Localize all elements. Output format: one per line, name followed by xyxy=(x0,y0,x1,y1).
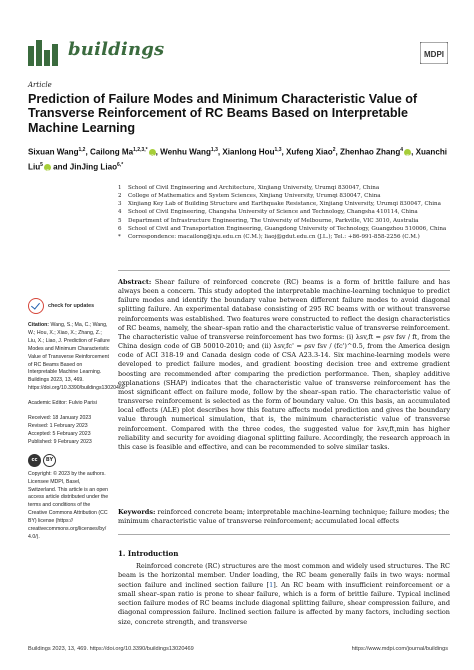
affiliation-text: Correspondence: macailong@xju.edu.cn (C.M.); liaoj@gdut.edu.cn (J.L.); Tel.: +86-991-858-2256 (C.M.) xyxy=(128,233,420,240)
intro-text-1: Reinforced concrete (RC) structures are the most common and widely used structures. The RC beam is the horizontal member. Under loading, the RC beam generally fails in two ways: normal section failure and inclined section failure [ xyxy=(118,562,450,589)
abstract-text: Shear failure of reinforced concrete (RC) beams is a form of brittle failure and has always been a concern. This study adopted the interpretable machine-learning technique to predict failure modes and identify the boundary value between different failure modes to avoid diagonal splitting failure. An experimental database consisting of 295 RC beams with or without transverse reinforcements was established. Two features were constructed to reflect the design characteristics of RC beams, namely, the shear–span ratio and the characteristic value of transverse reinforcement. The characteristic value of transverse reinforcement has two forms: (i) λsv,ft = ρsv fsv / ft, from the China design code of GB 50010-2010; and (ii) λsv,fc' = ρsv fsv / (fc')^0.5, from the America design code of ACI 318-19 and Canada design code of CSA A23.3-14. Six machine-learning models were developed to predict failure modes, and gradient boosting decision tree and extreme gradient boosting are recommended after comparing the prediction performance. Then, shapley additive explanations (SHAP) indicates that the characteristic value of transverse reinforcement has the most significant effect on failure mode, follow by the shear–span ratio. The characteristic value of transverse reinforcement is selected as the form of boundary value. On this basis, an accumulated local effects (ALE) plot describes how this feature affects model prediction and gives the boundary value through numerical simulation, that is, the minimum characteristic value of transverse reinforcement. Compared with the three codes, the suggested value for λsv,ft,min has higher reliability and security for avoiding diagonal splitting failure. Accordingly, the research approach in this case is feasible and effective, and can be recommended to solve similar tasks. xyxy=(118,278,450,451)
affiliation-number: 4 xyxy=(118,209,122,216)
author-name[interactable]: Zhenhao Zhang xyxy=(340,147,401,157)
buildings-logo-icon xyxy=(28,38,64,68)
journal-name[interactable]: buildings xyxy=(68,39,165,60)
article-type: Article xyxy=(28,81,52,89)
affiliation-text: Department of Infrastructure Engineering, The University of Melbourne, Parkville, VIC 3010, Australia xyxy=(128,217,419,224)
page-footer xyxy=(28,646,448,652)
author-name[interactable]: Cailong Ma xyxy=(89,147,134,157)
author-affiliation-marker: 5 xyxy=(40,162,43,169)
published-date: Published: 9 February 2023 xyxy=(28,438,92,445)
sidebar xyxy=(28,298,125,542)
keywords-text: reinforced concrete beam; interpretable machine-learning technique; failure modes; the minimum characteristic value of transverse reinforcement; accumulated local effects xyxy=(118,508,450,526)
divider xyxy=(118,270,450,271)
check-updates-icon xyxy=(28,298,44,314)
affiliation-number: 3 xyxy=(118,201,122,208)
copyright-notice: Copyright: © 2023 by the authors. Licensee MDPI, Basel, Switzerland. This article is an open access article distributed under the terms and conditions of the Creative Commons Attribution (CC BY) license (https:// creativecommons.org/licenses/by/ 4.0/). xyxy=(28,470,109,540)
revised-date: Revised: 1 February 2023 xyxy=(28,422,88,429)
orcid-icon[interactable] xyxy=(44,164,51,171)
divider xyxy=(118,534,450,535)
affiliation-item xyxy=(118,200,450,208)
author-affiliation-marker: 1,3 xyxy=(274,147,282,153)
journal-header xyxy=(28,38,448,70)
affiliation-number: 6 xyxy=(118,225,122,232)
affiliation-number: 5 xyxy=(118,217,122,224)
author-affiliation-marker: 1,3 xyxy=(210,147,218,153)
affiliation-number: 2 xyxy=(118,193,122,200)
citation-block xyxy=(28,322,125,393)
author-list: Sixuan Wang$^{1,2}$, Cailong $Ma^{1,2,3,*}iD$ , Wenhu Wang$^{1,3}$, Xianlong Hou$^{1,3}$, Xufeng Xiao$^2$, Zhenhao Zhang$^4$iD , Xuanchi Liu$^5$iD and JinJing Liao$^{6,*}$ xyxy=(28,144,448,174)
footer-url[interactable]: https://www.mdpi.com/journal/buildings xyxy=(351,646,448,652)
affiliation-item xyxy=(118,208,450,216)
affiliation-text: College of Mathematics and System Sciences, Xinjiang University, Urumqi 830047, China xyxy=(128,193,381,200)
affiliation-item xyxy=(118,192,450,200)
affiliation-number: 1 xyxy=(118,185,122,191)
affiliation-text: Xinjiang Key Lab of Building Structure and Earthquake Resistance, Xinjiang University, Urumqi 830047, China xyxy=(128,201,441,208)
orcid-icon[interactable] xyxy=(149,149,156,156)
check-updates-label: check for updates xyxy=(48,302,95,309)
affiliation-text: School of Civil and Transportation Engineering, Guangdong University of Technology, Guangzhou 510006, China xyxy=(128,225,447,232)
keywords xyxy=(118,508,450,526)
reference-link[interactable]: 1 xyxy=(269,580,274,589)
citation-label: Citation: xyxy=(28,322,50,328)
keywords-label: Keywords: xyxy=(118,508,156,516)
cc-icon: cc xyxy=(28,454,41,467)
affiliation-item xyxy=(118,184,450,192)
cc-license-badge[interactable] xyxy=(28,454,110,467)
received-date: Received: 18 January 2023 xyxy=(28,415,92,422)
author-name[interactable]: and JinJing Liao xyxy=(53,162,118,172)
author-name[interactable]: Sixuan Wang xyxy=(28,147,79,157)
author-affiliation-marker: 1,2,3,* xyxy=(133,147,148,153)
check-for-updates-button[interactable] xyxy=(28,298,110,314)
intro-paragraph xyxy=(118,562,450,627)
affiliation-item xyxy=(118,217,450,225)
affiliation-number: * xyxy=(118,233,121,240)
author-affiliation-marker: 1,2 xyxy=(78,147,86,153)
section-heading: 1. Introduction xyxy=(118,549,179,558)
affiliation-item xyxy=(118,233,450,241)
abstract-label: Abstract: xyxy=(118,278,152,286)
author-affiliation-marker: 4 xyxy=(400,147,404,153)
affiliation-text: School of Civil Engineering, Changsha University of Science and Technology, Changsha 410114, China xyxy=(128,209,418,216)
mdpi-logo-icon[interactable] xyxy=(420,42,448,64)
orcid-icon[interactable] xyxy=(404,149,411,156)
by-icon: BY xyxy=(43,454,56,467)
affiliation-item xyxy=(118,225,450,233)
paper-title: Prediction of Failure Modes and Minimum Characteristic Value of Transverse Reinforcement of RC Beams Based on Interpretable Machine Learning xyxy=(28,92,418,135)
author-name[interactable]: Xuanchi Liu xyxy=(28,147,448,172)
accepted-date: Accepted: 5 February 2023 xyxy=(28,430,91,437)
author-name[interactable]: Wenhu Wang xyxy=(160,147,211,157)
affiliation-text: School of Civil Engineering and Architecture, Xinjiang University, Urumqi 830047, China xyxy=(128,185,380,191)
author-name[interactable]: Xufeng Xiao xyxy=(285,147,333,157)
footer-citation[interactable]: Buildings 2023, 13, 469. https://doi.org/10.3390/buildings13020469 xyxy=(28,646,194,652)
author-name[interactable]: Xianlong Hou xyxy=(222,147,275,157)
mdpi-logo-text: MDPI xyxy=(424,50,444,59)
author-affiliation-marker: 6,* xyxy=(117,162,124,169)
citation-text[interactable]: Wang, S.; Ma, C.; Wang, W.; Hou, X.; Xiao, X.; Zhang, Z.; Liu, X.; Liao, J. Prediction of Failure Modes and Minimum Characteristic Value of Transverse Reinforcement of RC Beams Based on Interpretable Machine Learning. Buildings 2023, 13, 469. https://doi.org/10.3390/buildings13020469 xyxy=(28,322,125,392)
intro-text-2: ]. An RC beam with insufficient reinforcement or a small shear–span ratio is prone to shear failure, which is a form of brittle failure. Typical inclined section failure modes of RC beams include diagonal splitting failure, shear compression failure, and diagonal compression failure. Inclined section failure is affected by many factors, including section size, concrete strength, and transverse xyxy=(118,580,450,626)
abstract xyxy=(118,278,450,452)
affiliations xyxy=(118,184,450,241)
author-affiliation-marker: 2 xyxy=(332,147,336,153)
academic-editor: Academic Editor: Fulvio Parisi xyxy=(28,400,97,407)
